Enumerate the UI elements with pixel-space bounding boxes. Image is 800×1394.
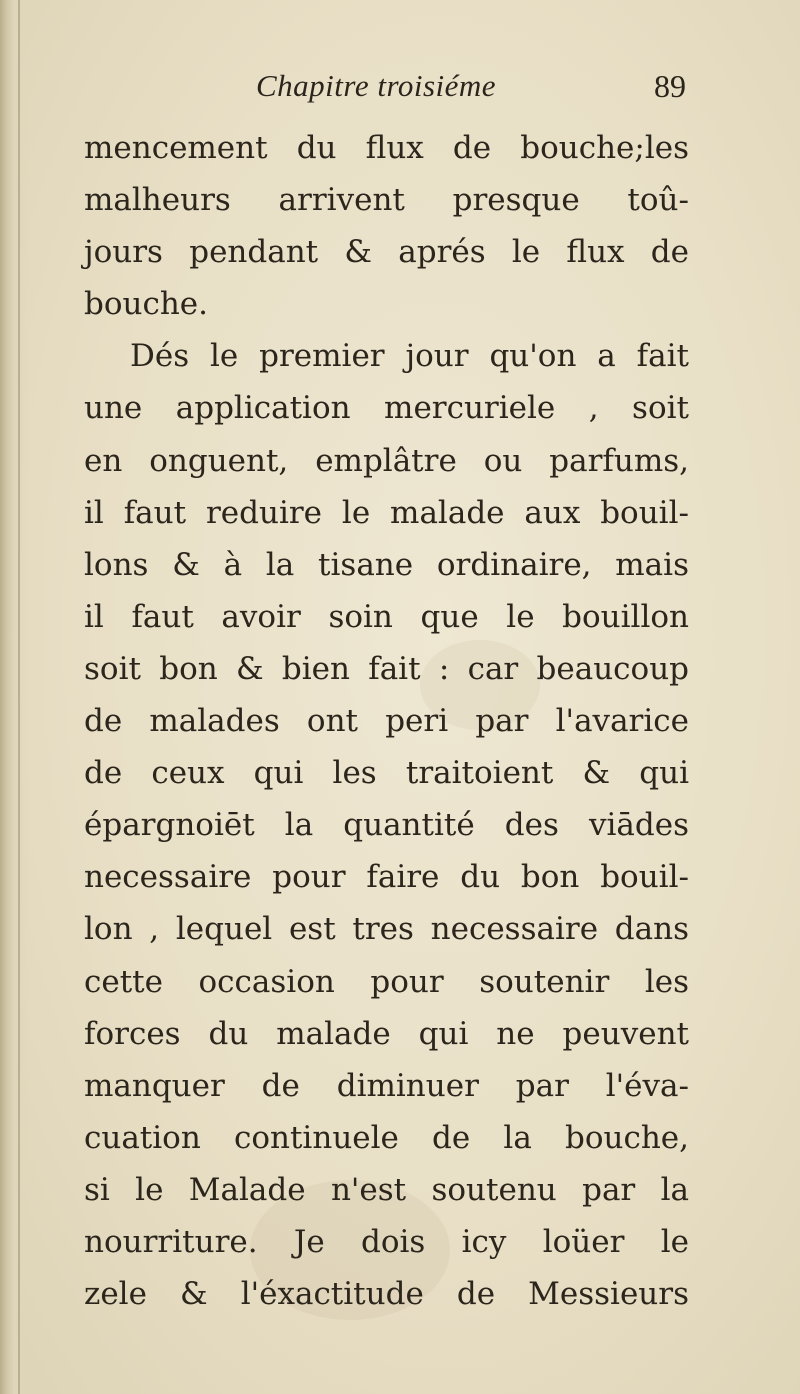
text-line: nourriture. Je dois icy loüer le [84,1223,689,1260]
text-line: Dés le premier jour qu'on a fait [130,338,689,375]
chapter-running-title: Chapitre troisiéme [256,68,497,103]
text-line: mencement du flux de bouche;les [84,130,689,166]
text-line: de malades ont peri par l'avarice [84,703,689,740]
text-line: cette occasion pour soutenir les [84,963,689,1000]
text-line: forces du malade qui ne peuvent [84,1015,689,1052]
text-line: une application mercuriele , soit [84,390,689,427]
text-line: lon , lequel est tres necessaire dans [84,911,689,948]
text-line: lons & à la tisane ordinaire, mais [84,546,689,583]
text-line: manquer de diminuer par l'éva- [84,1067,689,1104]
running-head [86,68,686,116]
text-line: il faut avoir soin que le bouillon [84,598,689,635]
body-text [84,122,689,1320]
text-line: necessaire pour faire du bon bouil- [84,859,689,896]
page-binding-edge [0,0,30,1394]
gutter-line [18,0,20,1394]
text-line: il faut reduire le malade aux bouil- [84,494,689,531]
page-number: 89 [654,68,686,104]
text-line: bouche. [84,286,208,323]
text-line: jours pendant & aprés le flux de [84,234,689,271]
text-line: soit bon & bien fait : car beaucoup [84,650,689,687]
text-line: cuation continuele de la bouche, [84,1119,689,1156]
text-line: zele & l'éxactitude de Messieurs [84,1276,689,1313]
text-line: de ceux qui les traitoient & qui [84,755,689,792]
text-line: si le Malade n'est soutenu par la [84,1171,689,1208]
text-line: épargnoiēt la quantité des viādes [84,807,689,844]
text-line: malheurs arrivent presque toû- [84,182,689,219]
text-line: en onguent, emplâtre ou parfums, [84,442,689,479]
